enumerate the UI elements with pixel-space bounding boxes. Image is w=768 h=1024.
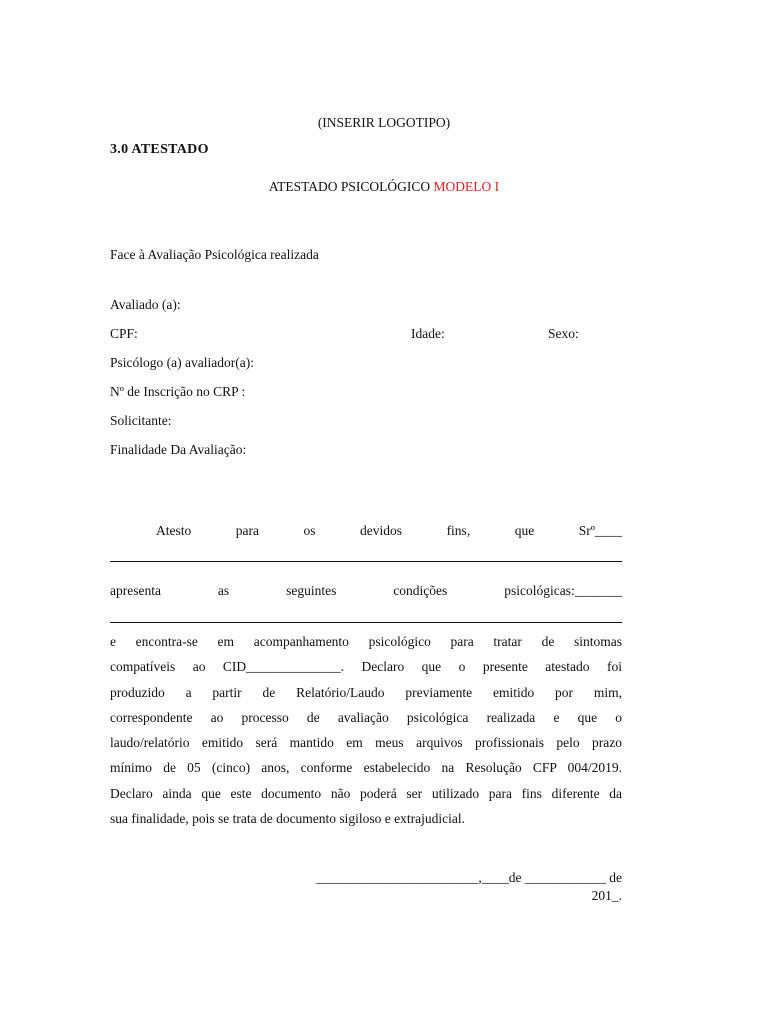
conditions-word: as [217, 583, 230, 598]
attest-word: Atesto [156, 523, 192, 538]
conditions-word: apresenta [110, 583, 161, 598]
attest-word: fins, [446, 523, 471, 538]
field-evaluated: Avaliado (a): [110, 297, 181, 312]
document-title-main: ATESTADO PSICOLÓGICO [268, 179, 434, 194]
field-cpf: CPF: [110, 326, 138, 341]
blank-line [110, 622, 622, 623]
attest-word: que [514, 523, 535, 538]
logo-placeholder: (INSERIR LOGOTIPO) [317, 115, 451, 130]
attest-word: devidos [360, 523, 403, 538]
intro-text: Face à Avaliação Psicológica realizada [110, 247, 319, 262]
declaration-paragraph [110, 629, 622, 831]
paragraph-line: correspondente ao processo de avaliação psicológica realizada e que o [110, 709, 622, 725]
document-title-model: MODELO I [433, 179, 500, 194]
conditions-row [110, 583, 622, 599]
section-heading: 3.0 ATESTADO [110, 142, 209, 157]
paragraph-line: Declaro ainda que este documento não poderá ser utilizado para fins diferente da [110, 785, 622, 801]
field-purpose: Finalidade Da Avaliação: [110, 442, 247, 457]
paragraph-line: laudo/relatório emitido será mantido em meus arquivos profissionais pelo prazo [110, 735, 622, 751]
attest-word: para [235, 523, 259, 538]
field-sex: Sexo: [548, 326, 579, 341]
paragraph-line: sua finalidade, pois se trata de documento sigiloso e extrajudicial. [110, 811, 466, 827]
field-psychologist: Psicólogo (a) avaliador(a): [110, 355, 254, 370]
attest-row [110, 523, 622, 539]
paragraph-line: e encontra-se em acompanhamento psicológico para tratar de sintomas [110, 634, 622, 649]
field-age: Idade: [411, 326, 445, 341]
paragraph-line: produzido a partir de Relatório/Laudo previamente emitido por mim, [110, 684, 622, 700]
conditions-word: seguintes [286, 583, 337, 598]
date-line: ________________________,____de ____________ de [316, 870, 622, 885]
paragraph-line: compatíveis ao CID______________. Declaro que o presente atestado foi [110, 659, 622, 675]
attest-word: os [303, 523, 316, 538]
field-requester: Solicitante: [110, 413, 172, 428]
conditions-word: psicológicas:_______ [504, 583, 622, 598]
attest-word: Srº____ [578, 523, 622, 538]
conditions-word: condições [393, 583, 448, 598]
paragraph-line: mínimo de 05 (cinco) anos, conforme estabelecido na Resolução CFP 004/2019. [110, 760, 622, 776]
blank-line [110, 561, 622, 562]
document-title [0, 179, 768, 195]
date-year: 201_. [591, 888, 622, 903]
field-crp: Nº de Inscrição no CRP : [110, 384, 246, 399]
